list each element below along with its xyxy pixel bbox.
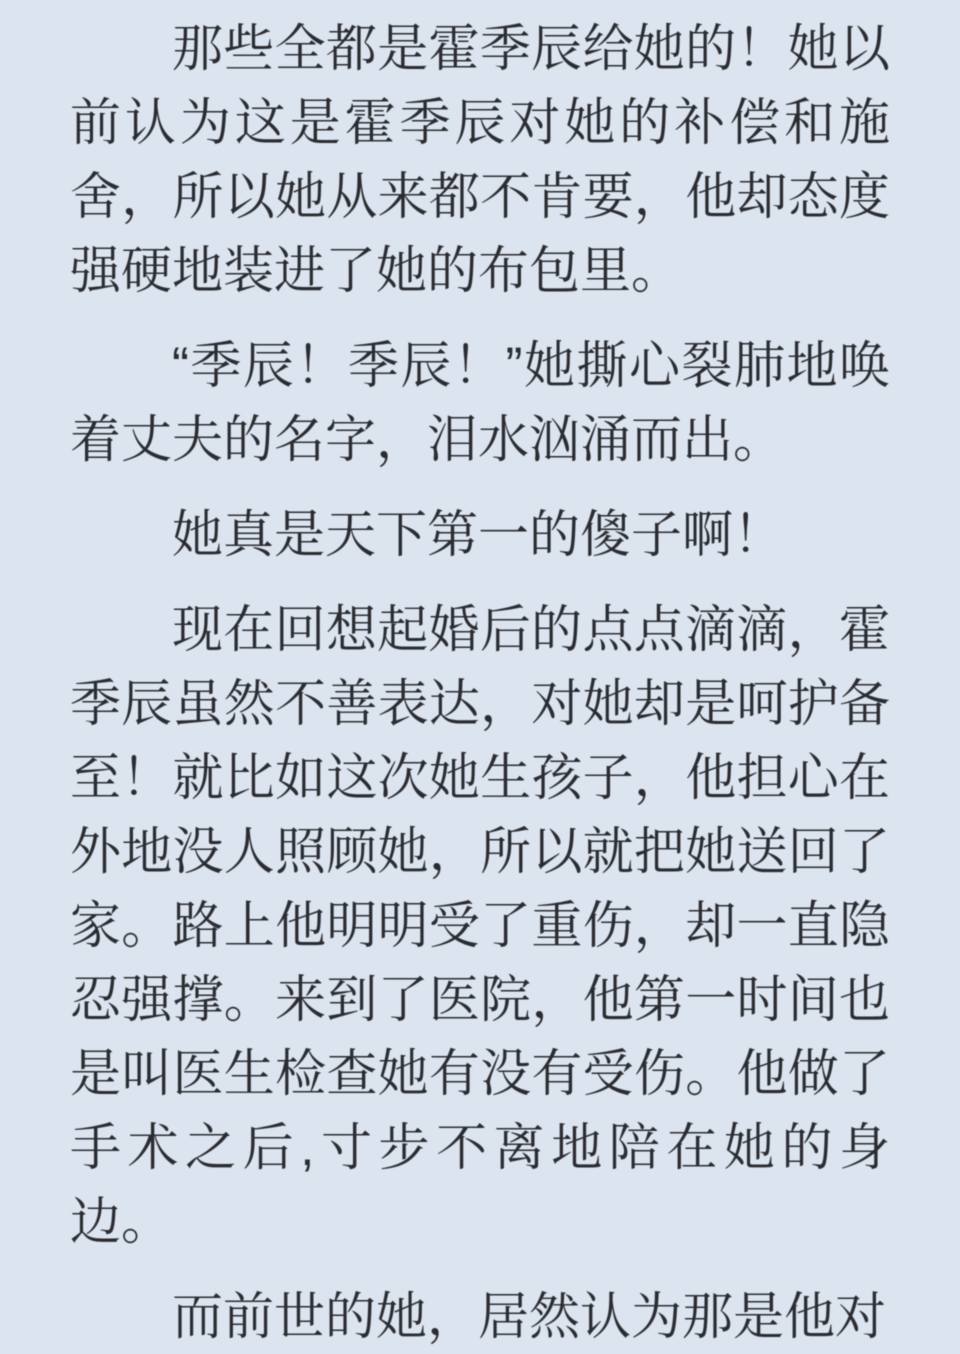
novel-paragraph: 那些全都是霍季辰给她的！她以前认为这是霍季辰对她的补偿和施舍，所以她从来都不肯要，他却态度强硬地装进了她的布包里。 [70, 20, 890, 299]
novel-paragraph: 而前世的她，居然认为那是他对 [172, 1288, 887, 1345]
novel-paragraph: 现在回想起婚后的点点滴滴，霍季辰虽然不善表达，对她却是呵护备至！就比如这次她生孩子，他担心在外地没人照顾她，所以就把她送回了家。路上他明明受了重伤，却一直隐忍强撑。来到了医院，他第一时间也是叫医生检查她有没有受伤。他做了手术之后,寸步不离地陪在她的身边。 [70, 601, 890, 1250]
novel-paragraph: “季辰！季辰！”她撕心裂肺地唤着丈夫的名字，泪水汹涌而出。 [70, 337, 890, 468]
novel-paragraph: 她真是天下第一的傻子啊！ [172, 506, 785, 563]
